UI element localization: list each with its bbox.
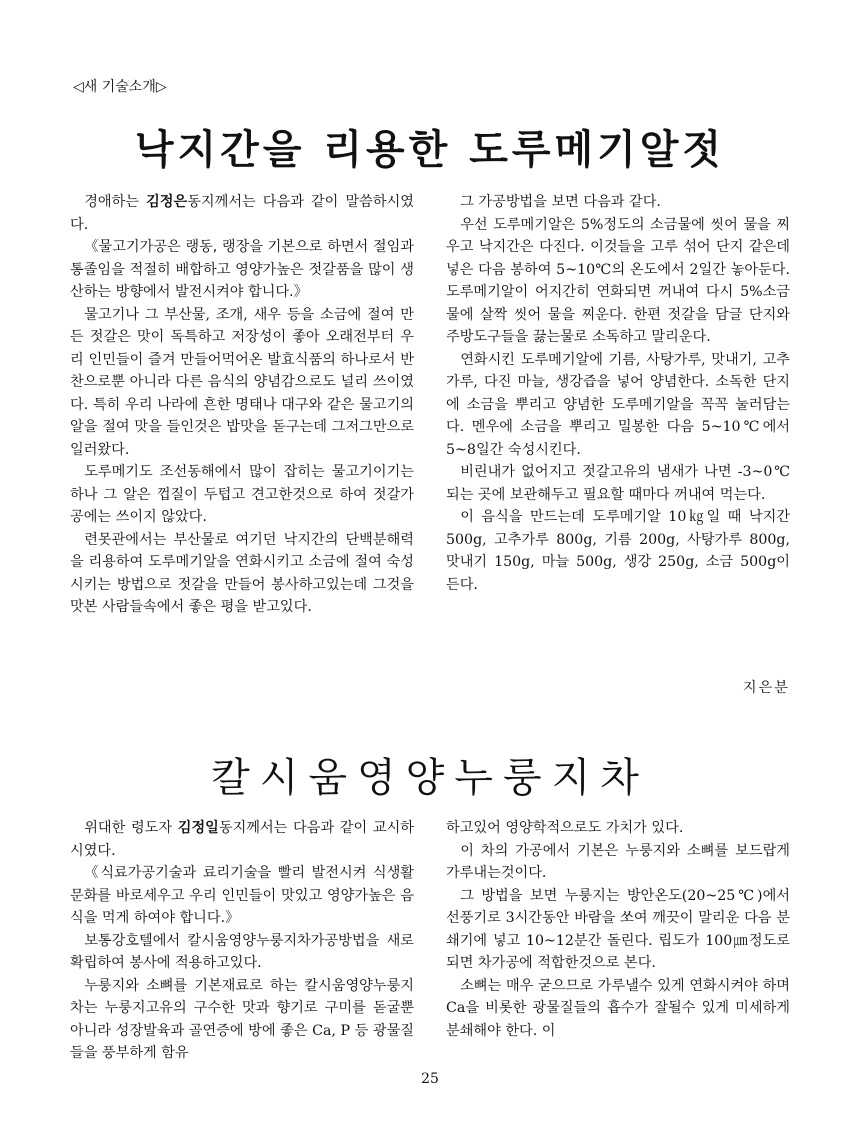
intro-text-post: 동지께서는 다음과 같이 말씀하시였다. (70, 194, 414, 233)
article-1-paragraph: 우선 도루메기알은 5%정도의 소금물에 씻어 물을 찌우고 낙지간은 다진다. 이것들을 고루 섞어 단지 같은데 넣은 다음 봉하여 5~10℃의 온도에서 2일간 놓아둔다. 도루메기알이 어지간히 연화되면 꺼내여 다시 5%소금물에 살짝 씻어 물을 찌운다. 한편 젓갈을 담글 단지와 주방도구들을 끓는물로 소독하고 말리운다. (446, 216, 790, 345)
section-tag: ◁새 기술소개▷ (73, 79, 167, 95)
article-2-title: 칼시움영양누룽지차 (211, 755, 649, 801)
page-number: 25 (421, 1071, 439, 1087)
leader-name: 김정은 (146, 194, 188, 210)
intro-text-pre: 경애하는 (84, 194, 147, 210)
article-1-paragraph: 도루메기도 조선동해에서 많이 잡히는 물고기이기는 하나 그 알은 껍질이 두텁고 견고한것으로 하여 젓갈가공에는 쓰이지 않았다. (70, 464, 414, 525)
article-2-paragraph: 이 차의 가공에서 기본은 누룽지와 소뼈를 보드랍게 가루내는것이다. (446, 842, 790, 881)
article-2-paragraph: 그 방법을 보면 누룽지는 방안온도(20~25℃)에서 선풍기로 3시간동안 바람을 쏘여 깨끗이 말리운 다음 분쇄기에 넣고 10~12분간 돌린다. 립도가 100㎛정도로 되면 차가공에 적합한것으로 본다. (446, 887, 790, 971)
article-1-paragraph: 연화시킨 도루메기알에 기름, 사탕가루, 맛내기, 고추가루, 다진 마늘, 생강즙을 넣어 양념한다. 소독한 단지에 소금을 뿌리고 양념한 도루메기알을 꼭꼭 눌러담는다. 멘우에 소금을 뿌리고 밀봉한 다음 5~10℃에서 5~8일간 숙성시킨다. (446, 351, 790, 458)
article-2-paragraph: 보통강호텔에서 칼시움영양누룽지차가공방법을 새로 확립하여 봉사에 적용하고있다. (70, 932, 414, 971)
intro-text-post: 동지께서는 다음과 같이 교시하시였다. (70, 820, 414, 859)
article-1-paragraph: 비린내가 없어지고 젓갈고유의 냄새가 나면 -3~0℃ 되는 곳에 보관해두고 필요할 때마다 꺼내여 먹는다. (446, 464, 790, 503)
article-1-paragraph: 이 음식을 만드는데 도루메기알 10㎏일 때 낙지간 500g, 고추가루 800g, 기름 200g, 사탕가루 800g, 맛내기 150g, 마늘 500g, 생강 250g, 소금 500g이 든다. (446, 509, 790, 593)
article-1-title: 낙지간을 리용한 도루메기알젓 (134, 127, 726, 173)
article-1-right-column (446, 191, 790, 596)
leader-name: 김정일 (177, 820, 219, 836)
article-1-intro (70, 191, 414, 236)
article-1-left-column (70, 191, 414, 619)
article-2-paragraph: 소뼈는 매우 굳으므로 가루낼수 있게 연화시켜야 하며 Ca을 비롯한 광물질들의 흡수가 잘될수 있게 미세하게 분쇄해야 한다. 이 (446, 977, 790, 1039)
article-1-paragraph: 물고기나 그 부산물, 조개, 새우 등을 소금에 절여 만든 젓갈은 맛이 독특하고 저장성이 좋아 오래전부터 우리 인민들이 즐겨 만들어먹어온 발효식품의 하나로서 반찬으로뿐 아니라 다른 음식의 양념감으로도 널리 쓰이였다. 특히 우리 나라에 흔한 명태나 대구와 같은 물고기의 알을 절여 맛을 들인것은 밥맛을 돋구는데 그저그만으로 일러왔다. (70, 306, 414, 458)
intro-text-pre: 위대한 령도자 (84, 820, 178, 836)
article-1-quote: 《물고기가공은 랭동, 랭장을 기본으로 하면서 절임과 통졸임을 적절히 배합하고 영양가높은 젓갈품을 많이 생산하는 방향에서 발전시켜야 합니다.》 (70, 239, 414, 300)
article-2-right-column (446, 817, 790, 1042)
article-1-author: 지은분 (742, 680, 790, 696)
article-2-left-column (70, 817, 414, 1065)
article-1-paragraph: 련못관에서는 부산물로 여기던 낙지간의 단백분해력을 리용하여 도루메기알을 연화시키고 소금에 절여 숙성시키는 방법으로 젓갈을 만들어 봉사하고있는데 그것을 맛본 사람들속에서 좋은 평을 받고있다. (70, 531, 414, 615)
article-2-paragraph: 하고있어 영양학적으로도 가치가 있다. (446, 820, 684, 836)
article-2-quote: 《식료가공기술과 료리기술을 빨리 발전시켜 식생활문화를 바로세우고 우리 인민들이 맛있고 영양가높은 음식을 먹게 하여야 합니다.》 (70, 865, 414, 926)
article-2-intro (70, 817, 414, 862)
article-1-paragraph: 그 가공방법을 보면 다음과 같다. (460, 194, 661, 210)
article-2-paragraph: 누룽지와 소뼈를 기본재료로 하는 칼시움영양누룽지차는 누룽지고유의 구수한 맛과 향기로 구미를 돋굴뿐 아니라 성장발육과 골연증에 방에 좋은 Ca, P 등 광물질들을 풍부하게 함유 (70, 977, 414, 1061)
